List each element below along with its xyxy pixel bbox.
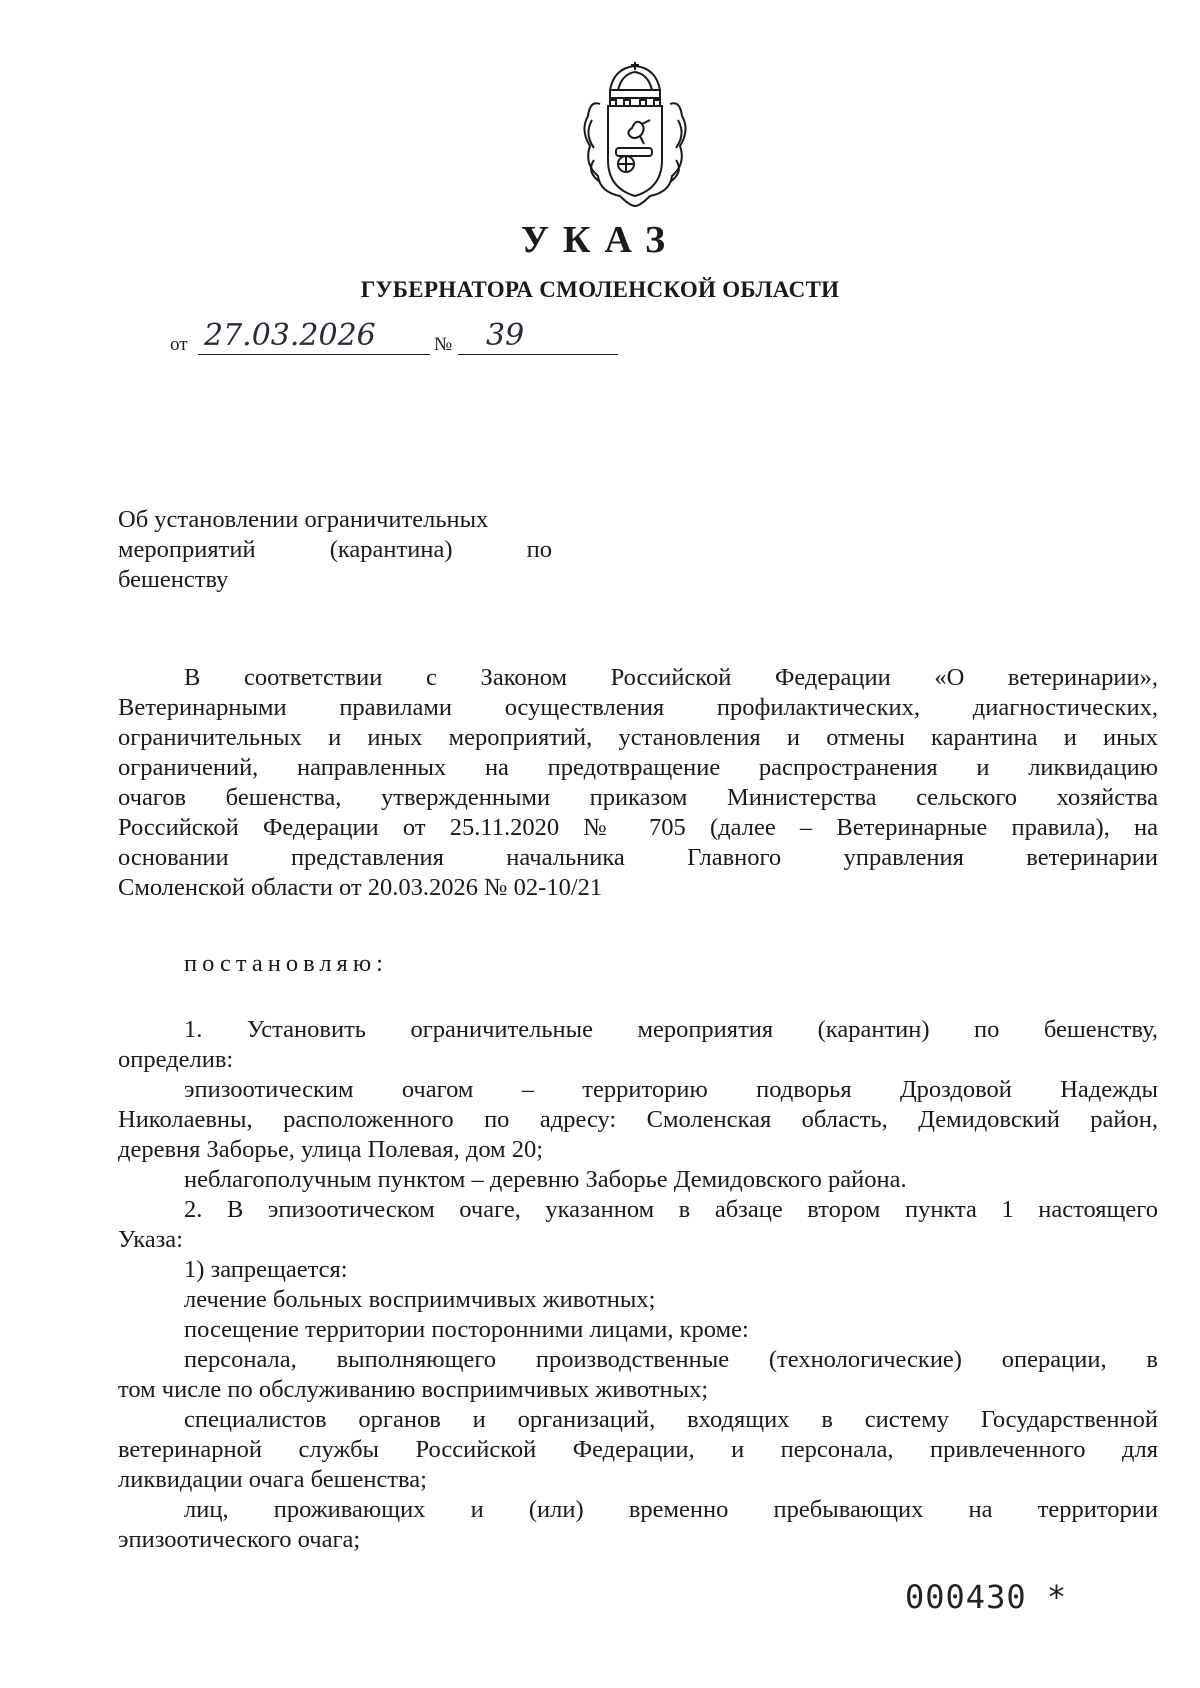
- decree-subtitle: ГУБЕРНАТОРА СМОЛЕНСКОЙ ОБЛАСТИ: [360, 277, 840, 302]
- point-line: посещение территории посторонними лицами, кроме:: [184, 1316, 749, 1343]
- subject-line: мероприятий (карантина) по: [118, 536, 553, 563]
- preamble-line: Ветеринарными правилами осуществления профилактических, диагностических,: [118, 694, 1158, 721]
- point-line: деревня Заборье, улица Полевая, дом 20;: [118, 1136, 544, 1163]
- preamble-line: основании представления начальника Главного управления ветеринарии: [118, 844, 1158, 871]
- number-label: №: [434, 334, 453, 355]
- subject-line: бешенству: [118, 566, 229, 593]
- point-line: лечение больных восприимчивых животных;: [184, 1286, 656, 1313]
- decree-subject: [118, 505, 552, 595]
- point-line: специалистов органов и организаций, входящих в систему Государственной: [184, 1406, 1158, 1433]
- preamble: [118, 663, 1158, 903]
- number-underline: [458, 354, 618, 355]
- preamble-line: очагов бешенства, утвержденными приказом Министерства сельского хозяйства: [118, 784, 1158, 811]
- resolution-word: постановляю:: [184, 950, 388, 977]
- point-line: определив:: [118, 1046, 234, 1073]
- point-line: 1. Установить ограничительные мероприятия (карантин) по бешенству,: [184, 1016, 1158, 1043]
- point-line: лиц, проживающих и (или) временно пребывающих на территории: [184, 1496, 1158, 1523]
- coat-of-arms-icon: [570, 60, 700, 210]
- point-line: 1) запрещается:: [184, 1256, 348, 1283]
- document-serial-number: 000430 *: [905, 1578, 1068, 1616]
- point-line: 2. В эпизоотическом очаге, указанном в абзаце втором пункта 1 настоящего: [184, 1196, 1158, 1223]
- handwritten-number: 39: [486, 318, 525, 353]
- date-underline: [198, 354, 430, 355]
- handwritten-date: 27.03.2026: [204, 318, 376, 353]
- point-line: Указа:: [118, 1226, 183, 1253]
- point-line: эпизоотического очага;: [118, 1526, 361, 1553]
- preamble-line: ограничительных и иных мероприятий, установления и отмены карантина и иных: [118, 724, 1158, 751]
- point-line: том числе по обслуживанию восприимчивых животных;: [118, 1376, 709, 1403]
- decree-title: УКАЗ: [521, 219, 679, 261]
- decree-points: [118, 1015, 1158, 1555]
- date-label: от: [170, 334, 188, 355]
- point-line: персонала, выполняющего производственные (технологические) операции, в: [184, 1346, 1158, 1373]
- point-line: неблагополучным пунктом – деревню Заборье Демидовского района.: [184, 1166, 907, 1193]
- preamble-line: ограничений, направленных на предотвращение распространения и ликвидацию: [118, 754, 1158, 781]
- preamble-line: В соответствии с Законом Российской Федерации «О ветеринарии»,: [184, 664, 1158, 691]
- preamble-line: Российской Федерации от 25.11.2020 № 705 (далее – Ветеринарные правила), на: [118, 814, 1158, 841]
- subject-line: Об установлении ограничительных: [118, 506, 489, 533]
- point-line: ветеринарной службы Российской Федерации, и персонала, привлеченного для: [118, 1436, 1158, 1463]
- point-line: Николаевны, расположенного по адресу: Смоленская область, Демидовский район,: [118, 1106, 1158, 1133]
- preamble-line: Смоленской области от 20.03.2026 № 02-10/21: [118, 874, 603, 901]
- point-line: ликвидации очага бешенства;: [118, 1466, 427, 1493]
- point-line: эпизоотическим очагом – территорию подворья Дроздовой Надежды: [184, 1076, 1158, 1103]
